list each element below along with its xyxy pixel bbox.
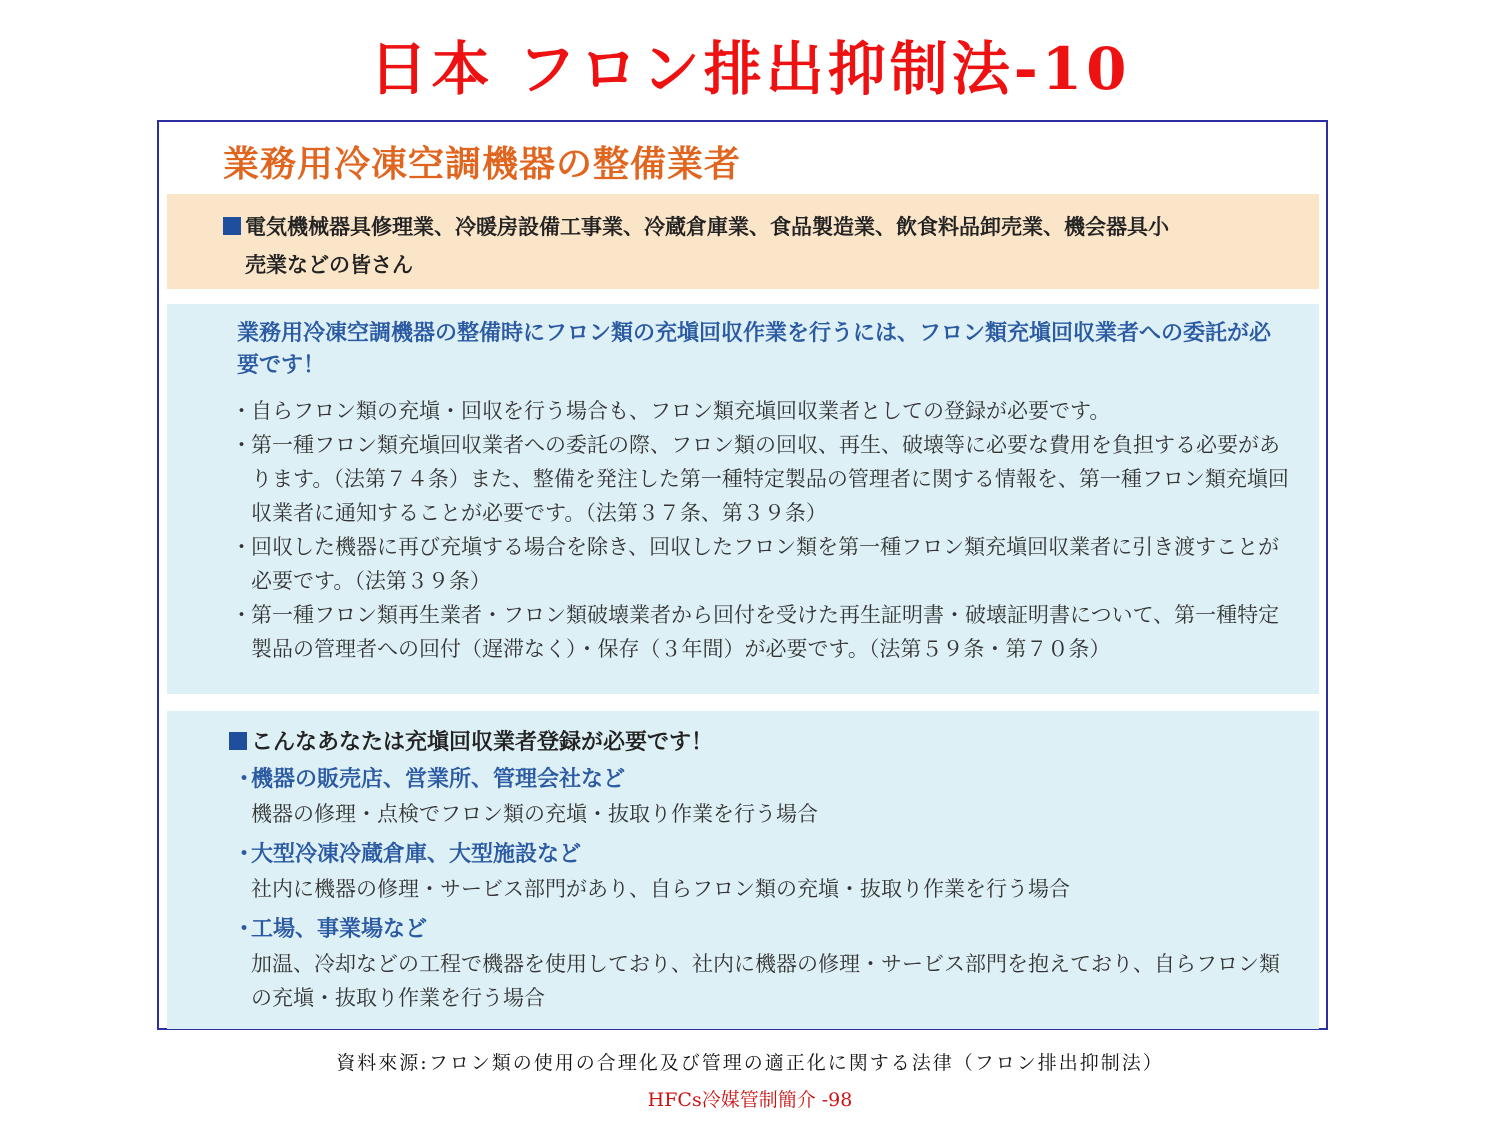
bullet-dot: ・: [231, 433, 252, 457]
registration-heading: こんなあなたは充塡回収業者登録が必要です！: [229, 725, 713, 756]
page-label: HFCs冷媒管制簡介 -98: [647, 1089, 853, 1111]
group-description: 加温、冷却などの工程で機器を使用しており、社内に機器の修理・サービス部門を抱えており、自らフロン類の充塡・抜取り作業を行う場合: [251, 952, 1280, 1010]
bullet-dot: ・: [231, 603, 252, 627]
obligations-lead: 業務用冷凍空調機器の整備時にフロン類の充塡回収作業を行うには、フロン類充塡回収業者への委託が必要です！: [237, 321, 1272, 378]
list-item: ・ 第一種フロン類充塡回収業者への委託の際、フロン類の回収、再生、破壊等に必要な費用を負担する必要があります。（法第７４条）また、整備を発注した第一種特定製品の管理者に関する情報を、第一種フロン類充塡回収業者に通知することが必要です。（法第３７条、第３９条）: [231, 428, 1291, 530]
target-text: [223, 208, 1253, 284]
list-item: ・ 第一種フロン類再生業者・フロン類破壊業者から回付を受けた再生証明書・破壊証明書について、第一種特定製品の管理者への回付（遅滞なく）・保存（３年間）が必要です。（法第５９条・第７０条）: [231, 598, 1291, 666]
obligations-list: [231, 394, 1291, 666]
group-description: 社内に機器の修理・サービス部門があり、自らフロン類の充塡・抜取り作業を行う場合: [251, 877, 1070, 901]
bullet-dot: ・: [231, 399, 252, 423]
square-bullet-icon: [229, 732, 247, 750]
target-line-2: 売業などの皆さん: [245, 253, 413, 277]
list-item: ・ 自らフロン類の充塡・回収を行う場合も、フロン類充塡回収業者としての登録が必要です。: [231, 394, 1291, 428]
group-title: ・ 大型冷凍冷蔵倉庫、大型施設など: [233, 842, 582, 867]
target-line-1: 電気機械器具修理業、冷暖房設備工事業、冷蔵倉庫業、食品製造業、飲食料品卸売業、機会器具小: [245, 215, 1169, 239]
group-title: ・ 機器の販売店、営業所、管理会社など: [233, 767, 626, 792]
group-description: 機器の修理・点検でフロン類の充塡・抜取り作業を行う場合: [251, 802, 818, 826]
slide-title: 日本 フロン排出抑制法-10: [369, 35, 1131, 103]
content-frame: [157, 120, 1328, 1030]
obligations-panel: [167, 304, 1319, 694]
square-bullet-icon: [223, 217, 241, 235]
section-heading: 業務用冷凍空調機器の整備業者: [223, 144, 742, 185]
source-caption: 資料來源:フロン類の使用の合理化及び管理の適正化に関する法律（フロン排出抑制法）: [336, 1052, 1164, 1074]
bullet-dot: ・: [231, 535, 252, 559]
registration-groups: [233, 763, 1293, 1022]
list-item: ・ 回収した機器に再び充塡する場合を除き、回収したフロン類を第一種フロン類充塡回収業者に引き渡すことが必要です。（法第３９条）: [231, 530, 1291, 598]
target-panel: [167, 194, 1319, 289]
registration-panel: [167, 711, 1319, 1029]
group-title: ・ 工場、事業場など: [233, 917, 428, 942]
